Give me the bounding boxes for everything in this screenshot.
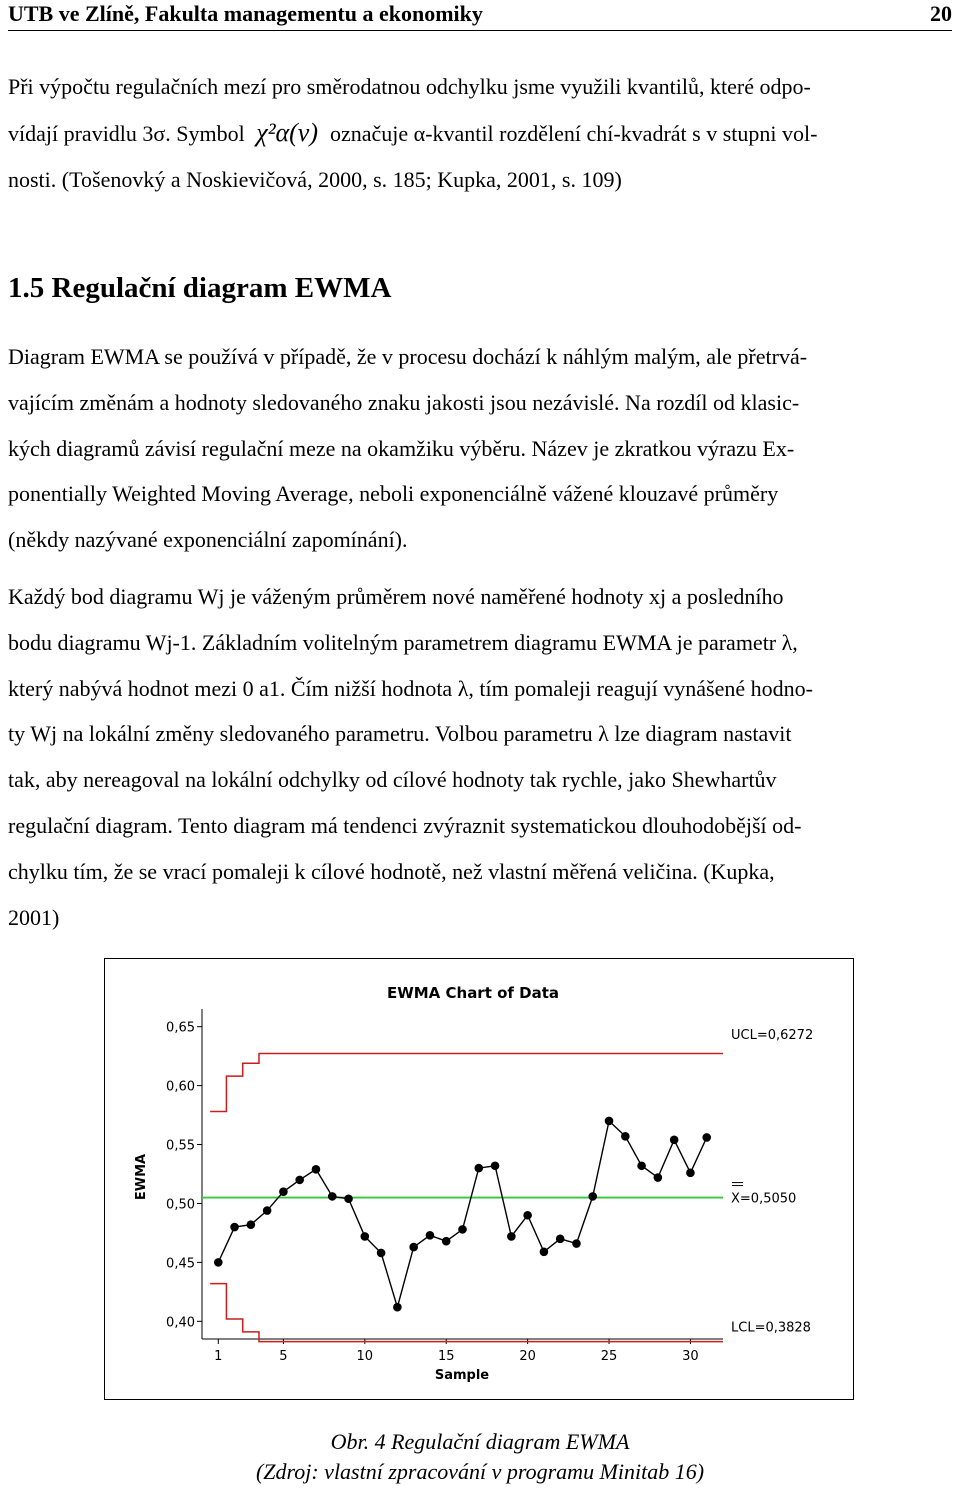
ewma-point [409, 1243, 418, 1252]
intro-line-1: Při výpočtu regulačních mezí pro směrodatnou odchylku jsme využili kvantilů, které odpo- [8, 74, 811, 99]
ewma-point [523, 1211, 532, 1220]
center-line-label: X=0,5050 [731, 1191, 797, 1207]
x-tick-label: 5 [279, 1349, 288, 1364]
header-title: UTB ve Zlíně, Fakulta managementu a ekonomiky [8, 1, 483, 26]
para1-line: ponentially Weighted Moving Average, neboli exponenciálně vážené klouzavé průměry [8, 481, 779, 507]
ewma-point [393, 1303, 402, 1312]
paragraph-ewma-points [8, 574, 954, 940]
ewma-point [279, 1187, 288, 1196]
y-tick-label: 0,40 [166, 1315, 195, 1331]
para2-line: bodu diagramu Wj-1. Základním volitelným parametrem diagramu EWMA je parametr λ, [8, 629, 798, 655]
ewma-point [540, 1247, 549, 1256]
ewma-point [621, 1132, 630, 1141]
ewma-chart-figure [104, 958, 854, 1400]
ewma-point [686, 1169, 695, 1178]
ewma-point [344, 1194, 353, 1203]
ewma-point [556, 1235, 565, 1244]
ewma-point [328, 1192, 337, 1201]
intro-line-2-end: označuje α-kvantil rozdělení chí-kvadrát s v stupni vol- [330, 120, 818, 146]
intro-line-2-start: vídají pravidlu 3σ. Symbol [8, 120, 245, 146]
para1-line: (někdy nazývané exponenciální zapomínání). [8, 527, 408, 553]
para2-line: chylku tím, že se vrací pomaleji k cílové hodnotě, než vlastní měřená veličina. (Kupka, [8, 858, 775, 884]
ewma-point [572, 1239, 581, 1248]
intro-paragraph [8, 64, 954, 202]
para2-line: ty Wj na lokální změny sledovaného parametru. Volbou parametru λ lze diagram nastavit [8, 721, 792, 747]
x-tick-label: 25 [600, 1349, 618, 1364]
y-tick-label: 0,55 [166, 1138, 195, 1154]
chart-title: EWMA Chart of Data [386, 984, 560, 1002]
para2-line: tak, aby nereagoval na lokální odchylky od cílové hodnoty tak rychle, jako Shewhartův [8, 767, 777, 793]
chi-square-symbol: χ²α(v) [256, 117, 318, 147]
para1-line: Diagram EWMA se používá v případě, že v procesu dochází k náhlým malým, ale přetrvá- [8, 344, 808, 369]
intro-line-3: nosti. (Tošenovký a Noskievičová, 2000, s. 185; Kupka, 2001, s. 109) [8, 166, 622, 192]
ewma-series-line [218, 1121, 706, 1307]
ewma-point [637, 1161, 646, 1170]
ewma-point [295, 1176, 304, 1185]
section-heading: 1.5 Regulační diagram EWMA [8, 272, 392, 304]
ucl-line [210, 1054, 723, 1112]
ewma-point [361, 1232, 370, 1241]
ewma-point [458, 1225, 467, 1234]
ewma-point [670, 1136, 679, 1145]
ewma-point [426, 1231, 435, 1240]
intro-line-2 [8, 110, 954, 157]
ewma-point [442, 1237, 451, 1246]
y-tick-label: 0,50 [166, 1197, 195, 1213]
lcl-label: LCL=0,3828 [731, 1320, 811, 1336]
paragraph-ewma-intro [8, 334, 954, 563]
lcl-line [210, 1284, 723, 1342]
ewma-point [312, 1165, 321, 1174]
para1-line: kých diagramů závisí regulační meze na okamžiku výběru. Název je zkratkou výrazu Ex- [8, 435, 795, 461]
figure-source: (Zdroj: vlastní zpracování v programu Minitab 16) [255, 1459, 705, 1484]
x-tick-label: 15 [437, 1349, 455, 1364]
figure-caption: Obr. 4 Regulační diagram EWMA [330, 1429, 630, 1454]
para2-line: 2001) [8, 904, 60, 930]
para1-line: vajícím změnám a hodnoty sledovaného znaku jakosti jsou nezávislé. Na rozdíl od klasic- [8, 389, 800, 415]
ewma-point [702, 1133, 711, 1142]
para2-line: Každý bod diagramu Wj je váženým průměrem nové naměřené hodnoty xj a posledního [8, 584, 784, 609]
y-axis-label: EWMA [134, 1153, 149, 1201]
x-tick-label: 30 [682, 1349, 699, 1364]
ewma-point [263, 1206, 272, 1215]
para2-line: který nabývá hodnot mezi 0 a1. Čím nižší hodnota λ, tím pomaleji reagují vynášené hodno- [8, 675, 813, 701]
ewma-point [377, 1249, 386, 1258]
y-tick-label: 0,60 [166, 1079, 195, 1095]
ewma-point [605, 1117, 614, 1126]
ewma-point [507, 1232, 516, 1241]
ewma-point [588, 1192, 597, 1201]
ucl-label: UCL=0,6272 [731, 1028, 814, 1044]
x-tick-label: 1 [214, 1349, 223, 1364]
ewma-point [491, 1161, 500, 1170]
chart-plot-area [166, 1009, 813, 1364]
y-tick-label: 0,65 [166, 1020, 195, 1036]
ewma-point [474, 1164, 483, 1173]
ewma-point [654, 1173, 663, 1182]
para2-line: regulační diagram. Tento diagram má tendenci zvýraznit systematickou dlouhodobější od- [8, 812, 802, 838]
x-axis-label: Sample [434, 1368, 490, 1383]
y-tick-label: 0,45 [166, 1256, 195, 1272]
page-header [8, 0, 952, 31]
ewma-chart [105, 959, 853, 1399]
x-tick-label: 10 [356, 1349, 374, 1364]
ewma-point [214, 1258, 223, 1267]
x-tick-label: 20 [519, 1349, 536, 1364]
ewma-point [230, 1223, 239, 1232]
page-number: 20 [930, 1, 952, 26]
ewma-point [247, 1220, 256, 1229]
